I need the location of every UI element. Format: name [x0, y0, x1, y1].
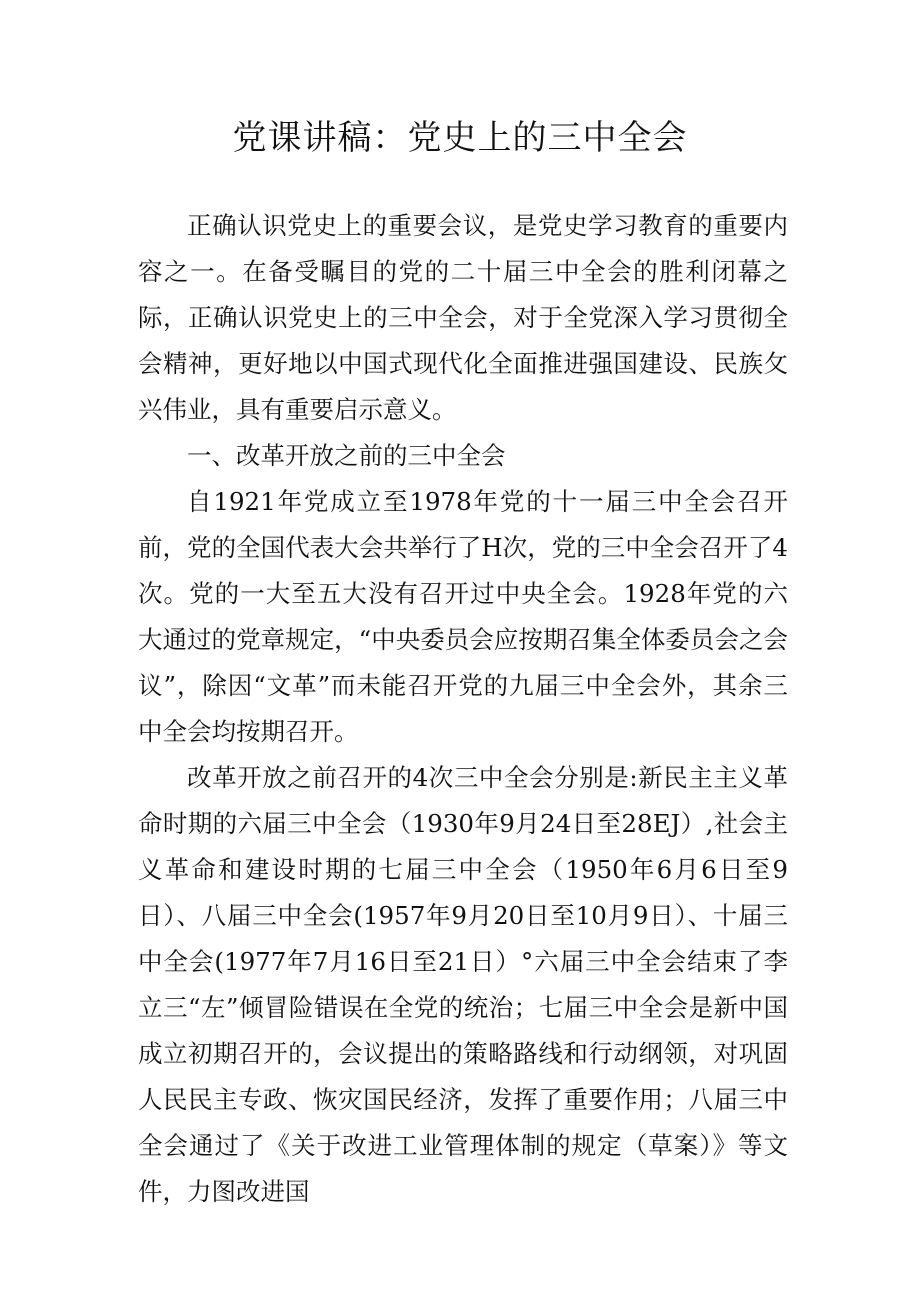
section-heading-1: 一、改革开放之前的三中全会: [187, 441, 506, 470]
paragraph-history: 自1921年党成立至1978年党的十一届三中全会召开前，党的全国代表大会共举行了H次，党的三中全会召开了4次。党的一大至五大没有召开过中央全会。1928年党的六大通过的党章规定，“中央委员会应按期召集全体委员会之会议”，除因“文革”而未能召开党的九届三中全会外，其余三中全会均按期召开。: [138, 487, 788, 746]
document-title: 党课讲稿：党史上的三中全会: [232, 118, 688, 158]
paragraph-four-sessions: 改革开放之前召开的4次三中全会分别是:新民主主义革命时期的六届三中全会（1930年9月24日至28EJ）,社会主义革命和建设时期的七届三中全会（1950年6月6日至9日）、八届三中全会(1957年9月20日至10月9日）、十届三中全会(1977年7月16日至21日）°六届三中全会结束了李立三“左”倾冒险错误在全党的统治；七届三中全会是新中国成立初期召开的，会议提出的策略路线和行动纲领，对巩固人民民主专政、恢灾国民经济，发挥了重要作用；八届三中全会通过了《关于改进工业管理体制的规定（草案）》等文件，力图改进国: [138, 763, 788, 1206]
paragraph-intro: 正确认识党史上的重要会议，是党史学习教育的重要内容之一。在备受瞩目的党的二十届三中全会的胜利闭幕之际，正确认识党史上的三中全会，对于全党深入学习贯彻全会精神，更好地以中国式现代化全面推进强国建设、民族攵兴伟业，具有重要启示意义。: [138, 211, 788, 424]
document-body: [138, 203, 788, 1215]
